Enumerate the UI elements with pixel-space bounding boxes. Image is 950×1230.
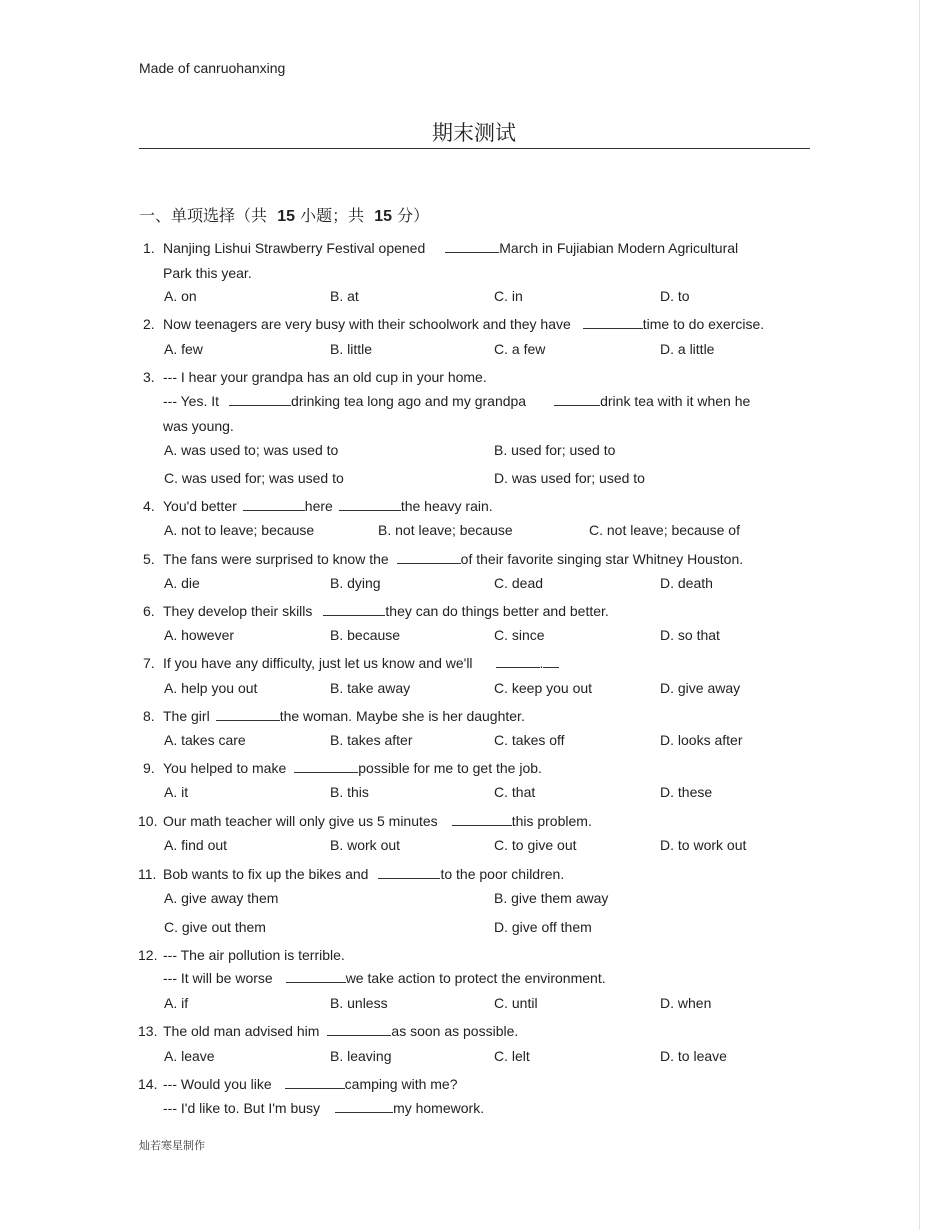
option-b: B. little xyxy=(330,341,373,357)
title-rule xyxy=(139,148,810,149)
question-text: --- Would you like camping with me? xyxy=(163,1076,458,1092)
answer-blank xyxy=(327,1025,391,1036)
option-c: C. a few xyxy=(494,341,546,357)
option-a: A. it xyxy=(164,784,189,800)
answer-blank xyxy=(583,318,643,329)
question-text: The girl the woman. Maybe she is her daughter. xyxy=(163,708,525,724)
question-text: Nanjing Lishui Strawberry Festival opened March in Fujiabian Modern Agricultural xyxy=(163,240,739,256)
option-c: C. was used for; was used to xyxy=(164,470,344,486)
answer-blank xyxy=(335,1102,393,1113)
answer-blank xyxy=(378,868,440,879)
answer-blank xyxy=(286,972,346,983)
question-text: Our math teacher will only give us 5 minutes this problem. xyxy=(163,813,592,829)
page-header: Made of canruohanxing xyxy=(139,60,286,76)
question-number: 1. xyxy=(143,240,155,256)
question-text: The old man advised him as soon as possible. xyxy=(163,1023,519,1039)
question-number: 6. xyxy=(143,603,155,619)
section-mid: 小题；共 xyxy=(300,206,365,225)
option-b: B. not leave; because xyxy=(378,522,513,538)
answer-blank xyxy=(397,553,461,564)
question-number: 9. xyxy=(143,760,155,776)
option-c: C. keep you out xyxy=(494,680,593,696)
question-number: 13. xyxy=(138,1023,158,1039)
option-d: D. so that xyxy=(660,627,720,643)
option-a: A. if xyxy=(164,995,189,1011)
question-text: If you have any difficulty, just let us know and we'll . xyxy=(163,655,559,671)
question-text: The fans were surprised to know the of their favorite singing star Whitney Houston. xyxy=(163,551,744,567)
option-b: B. this xyxy=(330,784,369,800)
question-text: You helped to make possible for me to get the job. xyxy=(163,760,542,776)
answer-blank xyxy=(452,815,512,826)
option-d: D. these xyxy=(660,784,713,800)
option-c: C. not leave; because of xyxy=(589,522,740,538)
option-d: D. was used for; used to xyxy=(494,470,645,486)
option-a: A. leave xyxy=(164,1048,215,1064)
answer-blank xyxy=(216,710,280,721)
page-edge xyxy=(919,0,920,1230)
page-footer: 灿若寒星制作 xyxy=(139,1139,205,1152)
answer-blank xyxy=(243,500,305,511)
option-b: B. give them away xyxy=(494,890,609,906)
option-d: D. to xyxy=(660,288,690,304)
option-d: D. to work out xyxy=(660,837,747,853)
question-text-line2: --- I'd like to. But I'm busy my homework. xyxy=(163,1100,485,1116)
question-text: They develop their skills they can do things better and better. xyxy=(163,603,609,619)
section-post: 分） xyxy=(397,206,430,225)
option-a: A. not to leave; because xyxy=(164,522,315,538)
option-c: C. since xyxy=(494,627,545,643)
option-b: B. unless xyxy=(330,995,388,1011)
option-a: A. give away them xyxy=(164,890,279,906)
option-d: D. when xyxy=(660,995,712,1011)
option-a: A. find out xyxy=(164,837,228,853)
section-heading xyxy=(139,203,429,226)
page-title: 期末测试 xyxy=(432,121,516,145)
question-text: Now teenagers are very busy with their schoolwork and they have time to do exercise. xyxy=(163,316,765,332)
answer-blank xyxy=(554,395,600,406)
question-number: 14. xyxy=(138,1076,158,1092)
option-a: A. however xyxy=(164,627,235,643)
question-text-line2: Park this year. xyxy=(163,265,252,281)
question-number: 7. xyxy=(143,655,155,671)
question-text: You'd better here the heavy rain. xyxy=(163,498,493,514)
option-c: C. to give out xyxy=(494,837,577,853)
question-number: 11. xyxy=(138,866,157,882)
option-a: A. on xyxy=(164,288,197,304)
section-count: 15 xyxy=(277,208,295,225)
option-d: D. a little xyxy=(660,341,715,357)
option-c: C. takes off xyxy=(494,732,565,748)
option-b: B. work out xyxy=(330,837,401,853)
question-text-line2: --- Yes. It drinking tea long ago and my grandpa drink tea with it when he xyxy=(163,393,751,409)
option-b: B. takes after xyxy=(330,732,413,748)
option-b: B. leaving xyxy=(330,1048,392,1064)
option-c: C. dead xyxy=(494,575,544,591)
question-number: 3. xyxy=(143,369,155,385)
option-a: A. few xyxy=(164,341,203,357)
option-b: B. at xyxy=(330,288,359,304)
option-d: D. to leave xyxy=(660,1048,727,1064)
answer-blank xyxy=(445,242,499,253)
option-a: A. takes care xyxy=(164,732,246,748)
option-b: B. dying xyxy=(330,575,381,591)
question-text: --- I hear your grandpa has an old cup in your home. xyxy=(163,369,487,385)
question-number: 4. xyxy=(143,498,155,514)
option-c: C. lelt xyxy=(494,1048,530,1064)
question-number: 8. xyxy=(143,708,155,724)
question-number: 2. xyxy=(143,316,155,332)
question-number: 12. xyxy=(138,947,158,963)
option-c: C. that xyxy=(494,784,536,800)
question-text: --- The air pollution is terrible. xyxy=(163,947,345,963)
answer-blank xyxy=(496,657,540,668)
answer-blank xyxy=(285,1078,345,1089)
option-a: A. was used to; was used to xyxy=(164,442,339,458)
answer-blank xyxy=(339,500,401,511)
option-b: B. used for; used to xyxy=(494,442,616,458)
section-pre: 一、单项选择（共 xyxy=(139,206,268,225)
question-number: 10. xyxy=(138,813,158,829)
option-d: D. give away xyxy=(660,680,741,696)
option-b: B. take away xyxy=(330,680,411,696)
question-text: Bob wants to fix up the bikes and to the poor children. xyxy=(163,866,565,882)
answer-blank xyxy=(294,762,358,773)
option-a: A. die xyxy=(164,575,200,591)
question-text-line2: --- It will be worse we take action to protect the environment. xyxy=(163,970,606,986)
option-d: D. looks after xyxy=(660,732,743,748)
option-c: C. until xyxy=(494,995,538,1011)
question-number: 5. xyxy=(143,551,155,567)
answer-blank xyxy=(229,395,291,406)
question-text-line3: was young. xyxy=(163,418,234,434)
option-c: C. give out them xyxy=(164,919,266,935)
option-b: B. because xyxy=(330,627,401,643)
option-d: D. death xyxy=(660,575,713,591)
section-score: 15 xyxy=(374,208,393,225)
answer-blank xyxy=(323,605,385,616)
option-d: D. give off them xyxy=(494,919,592,935)
option-a: A. help you out xyxy=(164,680,258,696)
option-c: C. in xyxy=(494,288,523,304)
